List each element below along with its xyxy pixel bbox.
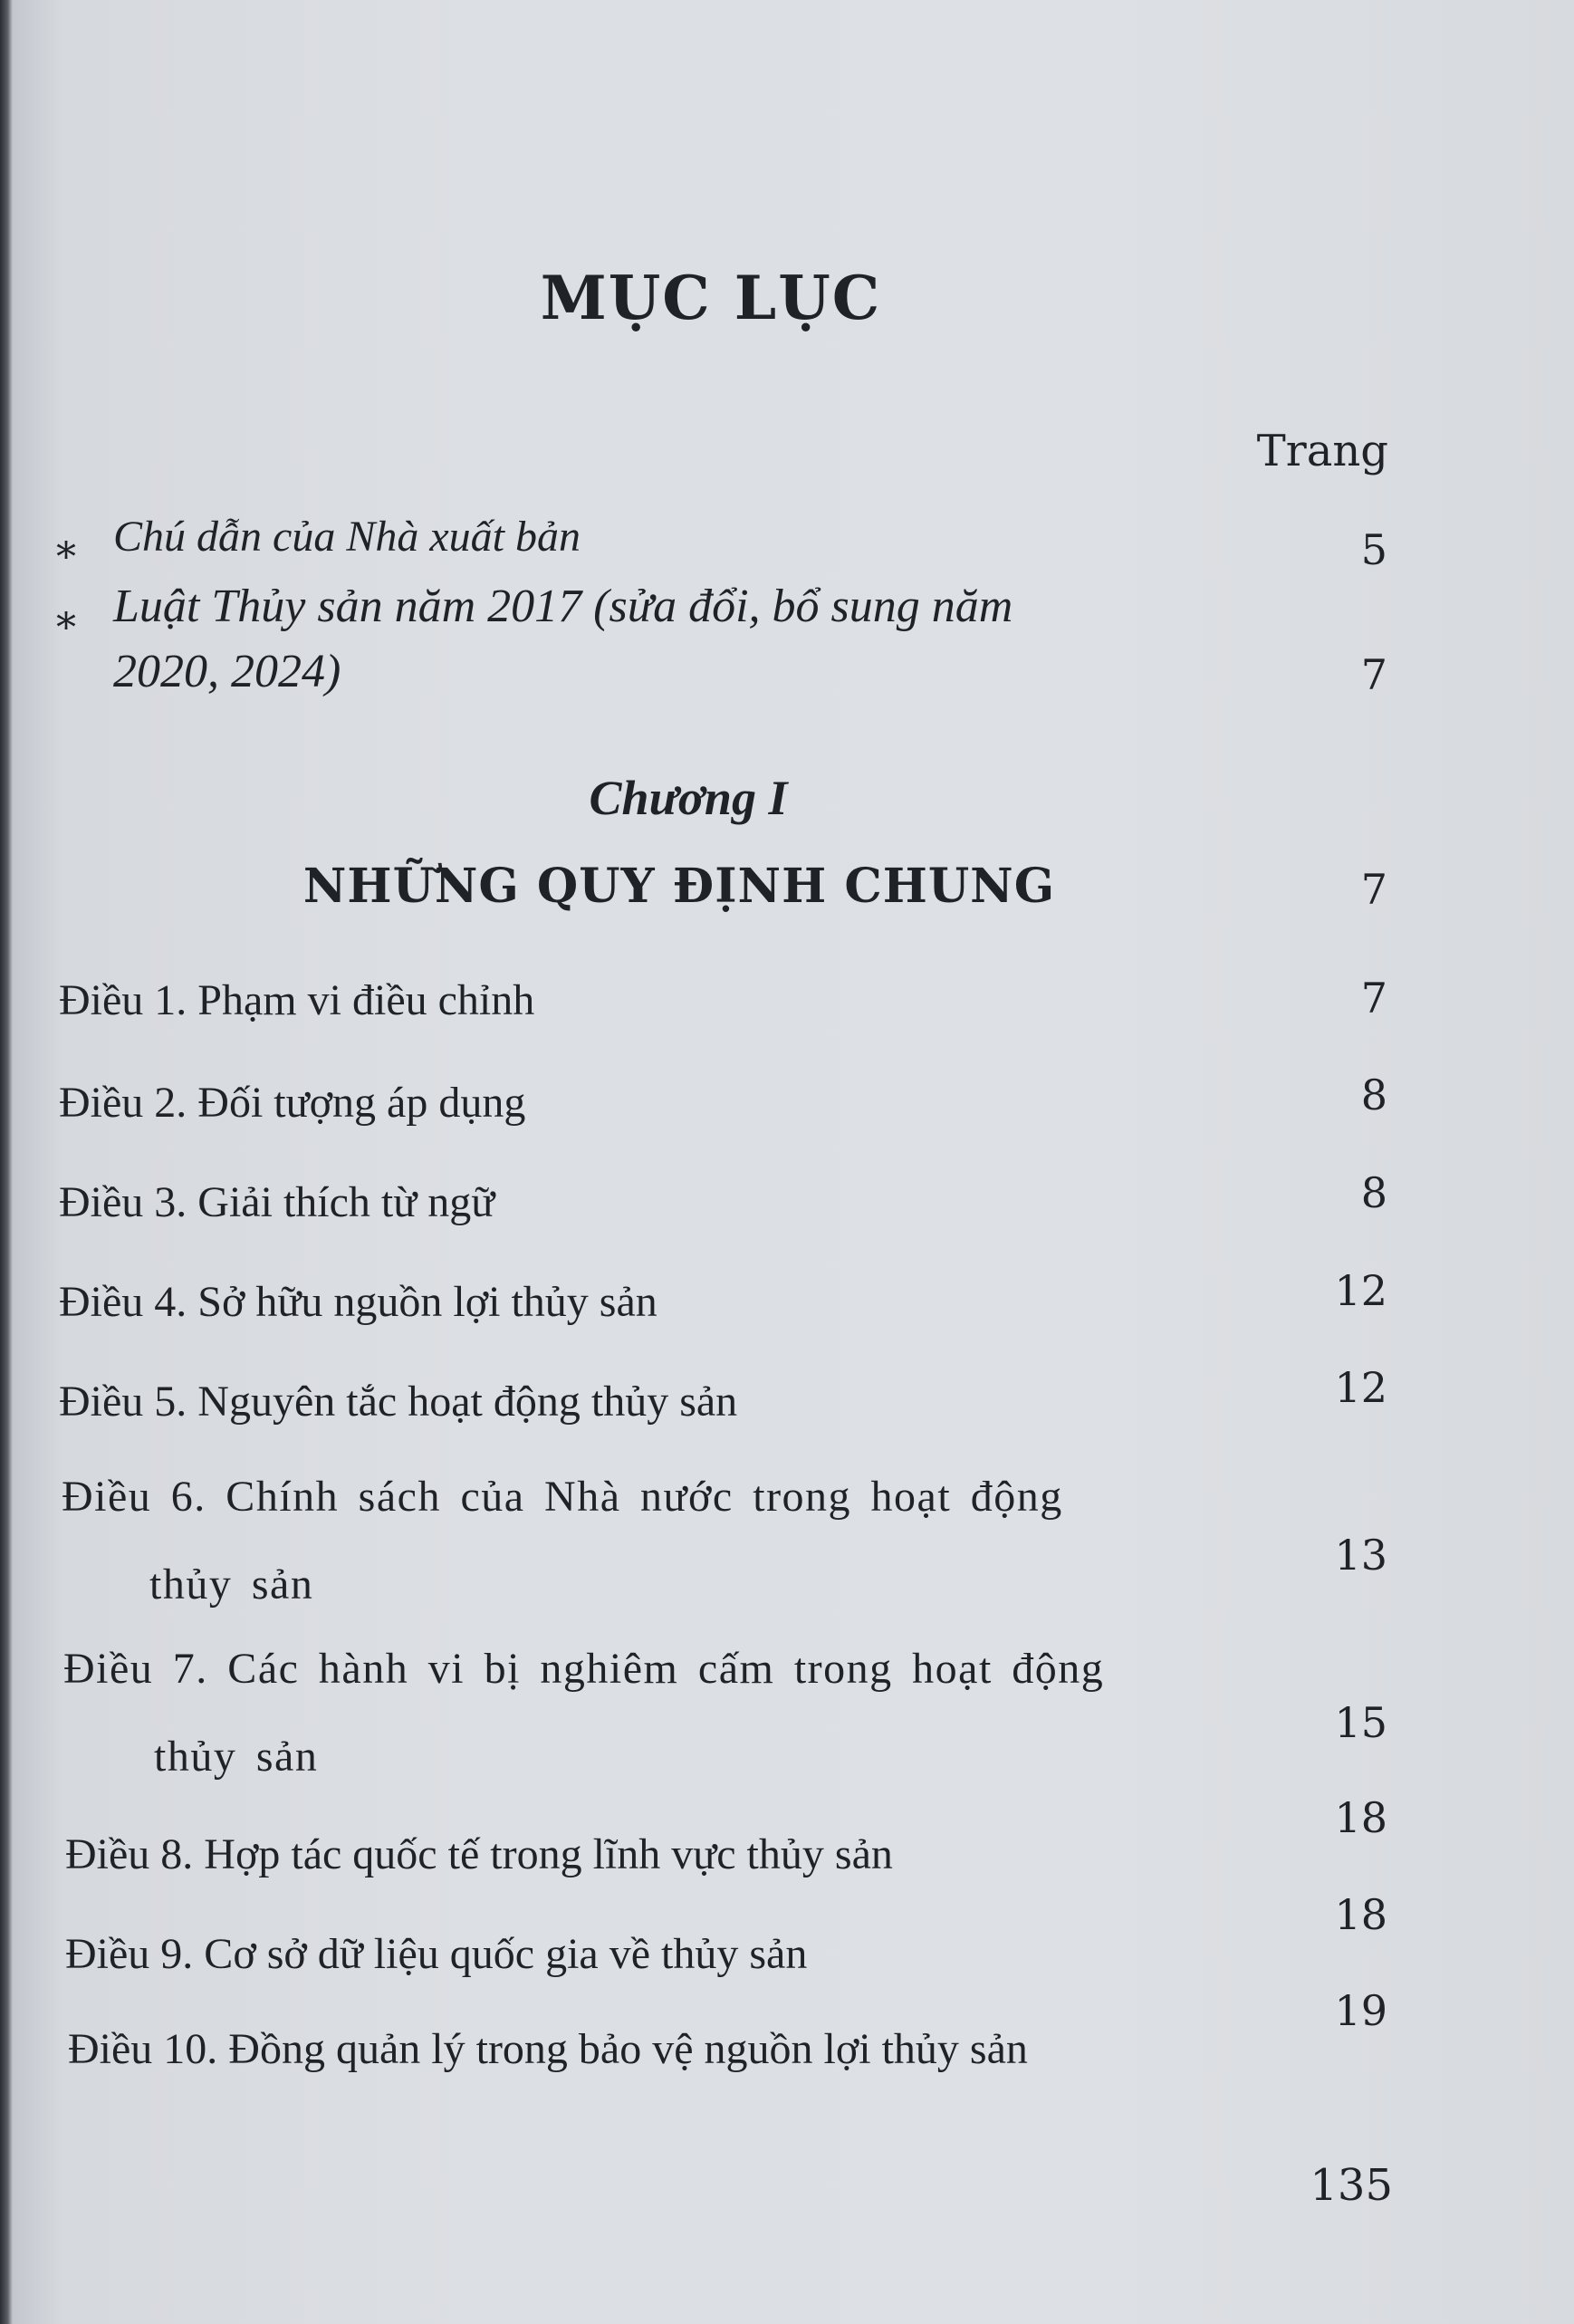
page-title: MỤC LỤC — [540, 263, 882, 333]
intro-entry-law-line1: Luật Thủy sản năm 2017 (sửa đổi, bổ sung năm — [113, 581, 1013, 632]
toc-article-1-page: 7 — [1360, 974, 1387, 1023]
toc-article-3: Điều 3. Giải thích từ ngữ — [59, 1178, 495, 1226]
intro-entry-law-line2: 2020, 2024) — [113, 646, 341, 697]
intro-entry-publisher-note: Chú dẫn của Nhà xuất bản — [113, 513, 581, 561]
intro-entry-page: 5 — [1360, 525, 1387, 574]
page-edge-shadow — [0, 0, 13, 2324]
bullet-star: * — [56, 534, 76, 581]
toc-article-7-line1: Điều 7. Các hành vi bị nghiêm cấm trong hoạt động — [63, 1645, 1105, 1693]
toc-article-8: Điều 8. Hợp tác quốc tế trong lĩnh vực thủy sản — [65, 1830, 893, 1878]
footer-page-number: 135 — [1310, 2160, 1393, 2211]
toc-article-2-page: 8 — [1360, 1071, 1387, 1119]
page-column-header: Trang — [1256, 426, 1388, 476]
toc-article-1: Điều 1. Phạm vi điều chỉnh — [59, 976, 535, 1024]
chapter-label: Chương I — [589, 771, 788, 825]
toc-article-9: Điều 9. Cơ sở dữ liệu quốc gia về thủy sản — [65, 1930, 808, 1978]
intro-entry-page: 7 — [1360, 650, 1387, 699]
toc-article-4-page: 12 — [1334, 1266, 1387, 1315]
toc-article-6-line1: Điều 6. Chính sách của Nhà nước trong hoạt động — [62, 1473, 1063, 1521]
toc-article-10: Điều 10. Đồng quản lý trong bảo vệ nguồn lợi thủy sản — [68, 2025, 1028, 2073]
toc-article-4: Điều 4. Sở hữu nguồn lợi thủy sản — [59, 1278, 657, 1326]
toc-article-6-line2: thủy sản — [149, 1561, 314, 1609]
toc-article-3-page: 8 — [1360, 1168, 1387, 1217]
toc-article-7-line2: thủy sản — [154, 1733, 319, 1781]
toc-article-9-page: 18 — [1334, 1890, 1387, 1939]
chapter-title: NHỮNG QUY ĐỊNH CHUNG — [302, 859, 1056, 914]
chapter-page: 7 — [1360, 865, 1387, 914]
toc-article-6-page: 13 — [1334, 1531, 1387, 1580]
toc-article-10-page: 19 — [1334, 1986, 1387, 2035]
toc-article-5-page: 12 — [1334, 1363, 1387, 1412]
toc-article-2: Điều 2. Đối tượng áp dụng — [59, 1079, 526, 1127]
bullet-star: * — [56, 605, 76, 651]
toc-article-7-page: 15 — [1334, 1698, 1387, 1747]
toc-article-8-page: 18 — [1334, 1793, 1387, 1842]
toc-article-5: Điều 5. Nguyên tắc hoạt động thủy sản — [59, 1378, 738, 1426]
